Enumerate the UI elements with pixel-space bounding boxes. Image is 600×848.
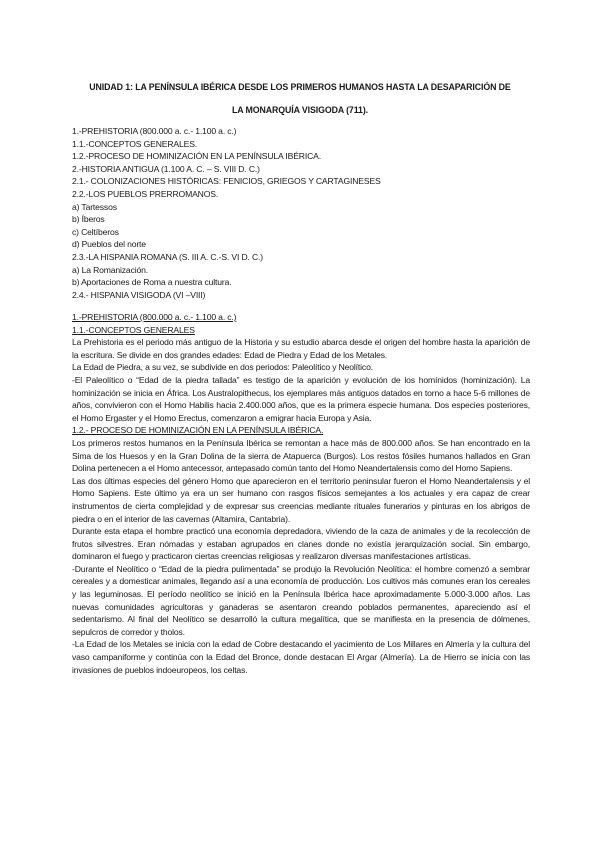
unit-title <box>60 76 540 122</box>
toc-item: 2.4.- HISPANIA VISIGODA (VI –VIII) <box>72 289 206 300</box>
unit-title-line-1: UNIDAD 1: LA PENÍNSULA IBÉRICA DESDE LOS PRIMEROS HUMANOS HASTA LA DESAPARICIÓN DE <box>89 82 511 92</box>
paragraph: Las dos últimas especies del género Homo que aparecieron en el territorio peninsular fueron el Homo Neandertalensis y el Homo Sapiens. Este último ya era un ser humano con rasgos físicos semejantes a los actuales y era capaz de crear instrumentos de cierta complejidad y de expresar sus creencias mediante rituales funerarios y pinturas en los abrigos de piedra o en el interior de las cavernas (Altamira, Cantabria). <box>72 475 530 524</box>
toc-item: d) Pueblos del norte <box>72 239 146 250</box>
paragraph: La Edad de Piedra, a su vez, se subdivide en dos periodos: Paleolítico y Neolítico. <box>72 362 373 373</box>
toc-item: 1.2.-PROCESO DE HOMINIZACIÓN EN LA PENÍNSULA IBÉRICA. <box>72 151 321 162</box>
toc-item: b) Íberos <box>72 214 105 225</box>
toc-item: a) Tartessos <box>72 201 117 212</box>
toc-item: c) Celtíberos <box>72 226 119 237</box>
paragraph: -Durante el Neolítico o “Edad de la piedra pulimentada” se produjo la Revolución Neolítica: el hombre comenzó a sembrar cereales y a domesticar animales, llegando así a una economía de producción. Los cultivos más comunes eran los cereales y las leguminosas. El período neolítico se inició en la Península Ibérica hace aproximadamente 5.000-3.000 años. Las nuevas comunidades agricultoras y ganaderas se asentaron creando poblados permanentes, apareciendo así el sedentarismo. Al final del Neolítico se desarrolló la cultura megalítica, que se manifiesta en la presencia de dólmenes, sepulcros de corredor y tholos. <box>72 563 530 637</box>
toc-item: 2.2.-LOS PUEBLOS PRERROMANOS. <box>72 188 219 199</box>
section-heading-prehistoria: 1.-PREHISTORIA (800.000 a. c.- 1.100 a. c.) <box>72 312 237 322</box>
section-heading-hominizacion: 1.2.- PROCESO DE HOMINIZACIÓN EN LA PENÍNSULA IBÉRICA. <box>72 425 324 436</box>
document-body <box>72 311 530 676</box>
toc-item: b) Aportaciones de Roma a nuestra cultura. <box>72 277 232 288</box>
toc-item: 2.1.- COLONIZACIONES HISTÓRICAS: FENICIOS, GRIEGOS Y CARTAGINESES <box>72 176 381 187</box>
paragraph: Los primeros restos humanos en la Península Ibérica se remontan a hace más de 800.000 años. Se han encontrado en la Sima de los Huesos y en la Gran Dolina de la sierra de Atapuerca (Burgos). Los restos fósiles humanos hallados en Gran Dolina pertenecen a el Homo antecessor, antepasado común tanto del Homo Neandertalensis como del Homo Sapiens. <box>72 437 530 474</box>
toc-item: 2.3.-LA HISPANIA ROMANA (S. III A. C.-S. VI D. C.) <box>72 251 264 262</box>
toc-item: a) La Romanización. <box>72 264 148 275</box>
toc-item: 1.-PREHISTORIA (800.000 a. c.- 1.100 a. c.) <box>72 126 237 136</box>
section-heading-conceptos: 1.1.-CONCEPTOS GENERALES <box>72 324 195 335</box>
paragraph: -La Edad de los Metales se inicia con la edad de Cobre destacando el yacimiento de Los Millares en Almería y la cultura del vaso campaniforme y continúa con la Edad del Bronce, donde destacan El Argar (Almería). La de Hierro se inicia con las invasiones de pueblos indoeuropeos, los celtas. <box>72 639 530 675</box>
toc-item: 1.1.-CONCEPTOS GENERALES. <box>72 138 198 149</box>
toc-item: 2.-HISTORIA ANTIGUA (1.100 A. C. – S. VIII D. C.) <box>72 163 260 174</box>
paragraph: -El Paleolítico o “Edad de la piedra tallada” es testigo de la aparición y evolución de los homínidos (hominización). La hominización se inicia en África. Los Australopithecus, los ejemplares más antiguos datados en torno a hace 5-6 millones de años, convivieron con el Homo Habilis hacia 2.400.000 años, que es la primera especie humana. Dos especies posteriores, el Homo Ergaster y el Homo Erectus, comenzaron a emigrar hacia Europa y Asia. <box>72 374 530 423</box>
paragraph: La Prehistoria es el periodo más antiguo de la Historia y su estudio abarca desde el origen del hombre hasta la aparición de la escritura. Se divide en dos grandes edades: Edad de Piedra y Edad de los Metales. <box>72 337 530 360</box>
table-of-contents <box>72 125 532 301</box>
paragraph: Durante esta etapa el hombre practicó una economía depredadora, viviendo de la caza de animales y de la recolección de frutos silvestres. Eran nómadas y estaban agrupados en clanes donde no existía jerarquización social. Sin embargo, dominaron el fuego y practicaron ciertas creencias religiosas y realizaron diversas manifestaciones artísticas. <box>72 526 530 562</box>
unit-title-line-2: LA MONARQUÍA VISIGODA (711). <box>231 105 368 115</box>
